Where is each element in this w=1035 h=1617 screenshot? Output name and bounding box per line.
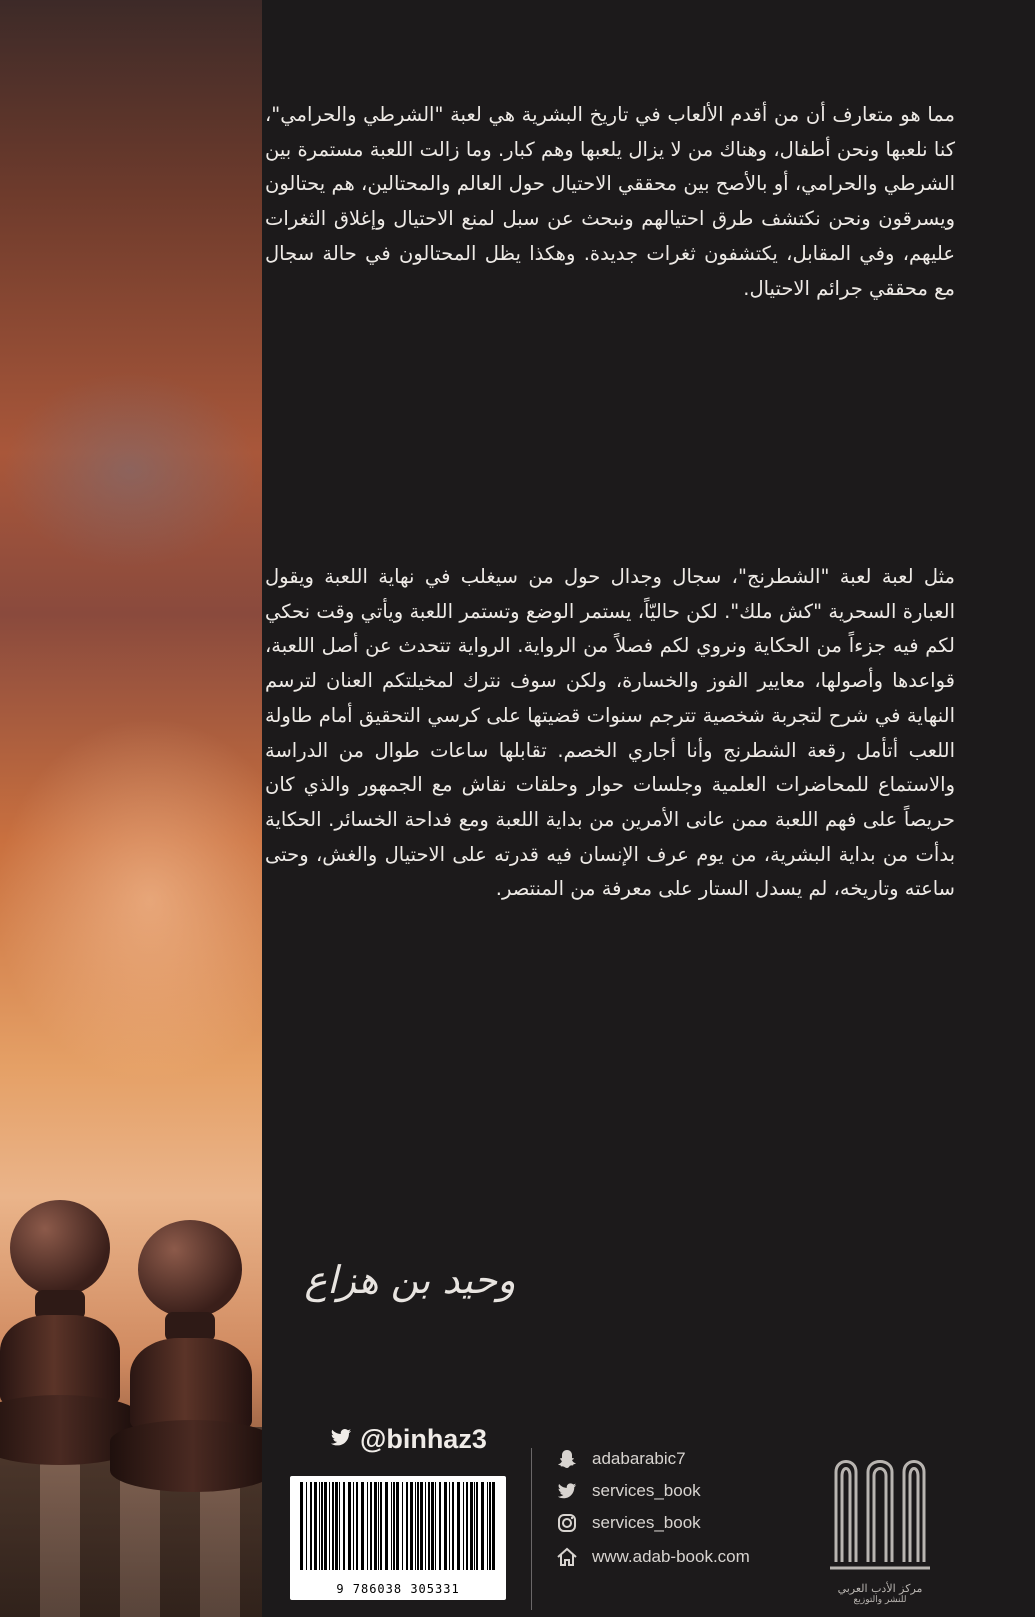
barcode-bar: [466, 1482, 468, 1570]
barcode-bar: [329, 1482, 330, 1570]
cover-artwork: [0, 0, 262, 1617]
author-signature: وحيد بن هزاع: [304, 1258, 516, 1302]
barcode-bar: [361, 1482, 364, 1570]
barcode-bar: [492, 1482, 495, 1570]
barcode-bar: [332, 1482, 334, 1570]
barcode-bar: [343, 1482, 345, 1570]
barcode-bar: [476, 1482, 478, 1570]
publisher-name-main: مركز الأدب العربي: [837, 1582, 923, 1595]
barcode-bar: [420, 1482, 423, 1570]
isbn-barcode: [290, 1476, 506, 1600]
barcode-bars: [296, 1482, 500, 1570]
blurb-paragraph-1: مما هو متعارف أن من أقدم الألعاب في تاريخ البشرية هي لعبة "الشرطي والحرامي"، كنا نلعبها ونحن أطفال، وهناك من لا يزال يلعبها وهم كبار. وما زالت اللعبة مستمرة بين الشرطي والحرامي، أو بالأصح بين محققي الاحتيال حول العالم والمحتالين، هم يحتالون ويسرقون ونحن نكتشف طرق احتيالهم ونبحث عن سبل لمنع الاحتيال وإغلاق الثغرات عليهم، وفي المقابل، يكتشفون ثغرات جديدة. وهكذا يظل المحتالون في حالة سجال مع محققي جرائم الاحتيال.: [265, 103, 955, 300]
contact-snapchat-text: adabarabic7: [592, 1449, 686, 1468]
barcode-bar: [425, 1482, 426, 1570]
barcode-bar: [410, 1482, 413, 1570]
barcode-bar: [444, 1482, 447, 1570]
author-handle-text: @binhaz3: [360, 1423, 487, 1454]
barcode-bar: [417, 1482, 419, 1570]
contact-instagram-text: services_book: [592, 1513, 701, 1532]
barcode-bar: [324, 1482, 327, 1570]
barcode-bar: [470, 1482, 473, 1570]
contact-twitter-text: services_book: [592, 1481, 701, 1500]
barcode-bar: [396, 1482, 399, 1570]
barcode-bar: [428, 1482, 430, 1570]
barcode-bar: [431, 1482, 434, 1570]
snapchat-icon: [556, 1448, 578, 1470]
contact-website[interactable]: [556, 1546, 750, 1568]
barcode-bar: [374, 1482, 377, 1570]
barcode-bar: [335, 1482, 338, 1570]
pawn-right: [118, 1210, 262, 1530]
barcode-bar: [339, 1482, 340, 1570]
barcode-bar: [415, 1482, 416, 1570]
barcode-bar: [378, 1482, 379, 1570]
barcode-bar: [402, 1482, 403, 1570]
isbn-number: 9 786038 305331: [336, 1582, 460, 1596]
barcode-bar: [300, 1482, 303, 1570]
contact-website-text: www.adab-book.com: [592, 1547, 750, 1566]
barcode-bar: [353, 1482, 354, 1570]
barcode-bar: [321, 1482, 323, 1570]
contact-snapchat[interactable]: [556, 1448, 686, 1470]
barcode-bar: [370, 1482, 372, 1570]
barcode-bar: [481, 1482, 484, 1570]
barcode-bar: [435, 1482, 436, 1570]
instagram-icon: [556, 1512, 578, 1534]
barcode-bar: [487, 1482, 488, 1570]
barcode-bar: [457, 1482, 460, 1570]
barcode-bar: [439, 1482, 441, 1570]
footer-divider: [531, 1448, 532, 1610]
barcode-bar: [348, 1482, 351, 1570]
barcode-bar: [385, 1482, 388, 1570]
barcode-bar: [310, 1482, 312, 1570]
barcode-bar: [474, 1482, 475, 1570]
publisher-name: [830, 1582, 930, 1605]
contact-instagram[interactable]: [556, 1512, 701, 1534]
barcode-bar: [489, 1482, 491, 1570]
barcode-bar: [452, 1482, 454, 1570]
barcode-bar: [449, 1482, 450, 1570]
author-handle: [330, 1422, 487, 1456]
barcode-bar: [406, 1482, 408, 1570]
barcode-bar: [391, 1482, 392, 1570]
twitter-icon: [330, 1424, 352, 1455]
barcode-bar: [380, 1482, 382, 1570]
barcode-bar: [367, 1482, 368, 1570]
barcode-bar: [314, 1482, 317, 1570]
barcode-bar: [463, 1482, 464, 1570]
publisher-logo-mark: [830, 1450, 930, 1580]
twitter-icon: [556, 1480, 578, 1502]
barcode-bar: [306, 1482, 307, 1570]
barcode-bar: [356, 1482, 358, 1570]
contact-twitter[interactable]: [556, 1480, 701, 1502]
barcode-bar: [319, 1482, 320, 1570]
blurb-paragraph-2: مثل لعبة لعبة "الشطرنج"، سجال وجدال حول من سيغلب في نهاية اللعبة ويقول العبارة السحرية "كش ملك". لكن حاليّاً، يستمر الوضع وتستمر اللعبة ويأتي وقت نحكي لكم فيه جزءاً من الحكاية ونروي لكم فصلاً من الرواية. الرواية تتحدث عن أصل اللعبة، قواعدها وأصولها، معايير الفوز والخسارة، ولكن سوف نترك لمخيلتكم العنان لترسم النهاية في شرح لتجربة شخصية تترجم سنوات قضيتها على كرسي التحقيق أمام طاولة اللعب أتأمل رقعة الشطرنج وأنا أجاري الخصم. تقابلها ساعات طوال من الدراسة والاستماع للمحاضرات العلمية وجلسات حوار وحلقات نقاش مع الجمهور والذي كان حريصاً على فهم اللعبة ممن عانى الأمرين من بداية اللعبة ومع فداحة الخسائر. الحكاية بدأت من بداية البشرية، من يوم عرف الإنسان فيه قدرته على الاحتيال والغش، وحتى ساعته وتاريخه، لم يسدل الستار على معرفة من المنتصر.: [265, 565, 955, 901]
publisher-name-sub: للنشر والتوزيع: [853, 1595, 907, 1605]
barcode-bar: [393, 1482, 395, 1570]
home-icon: [556, 1546, 578, 1568]
